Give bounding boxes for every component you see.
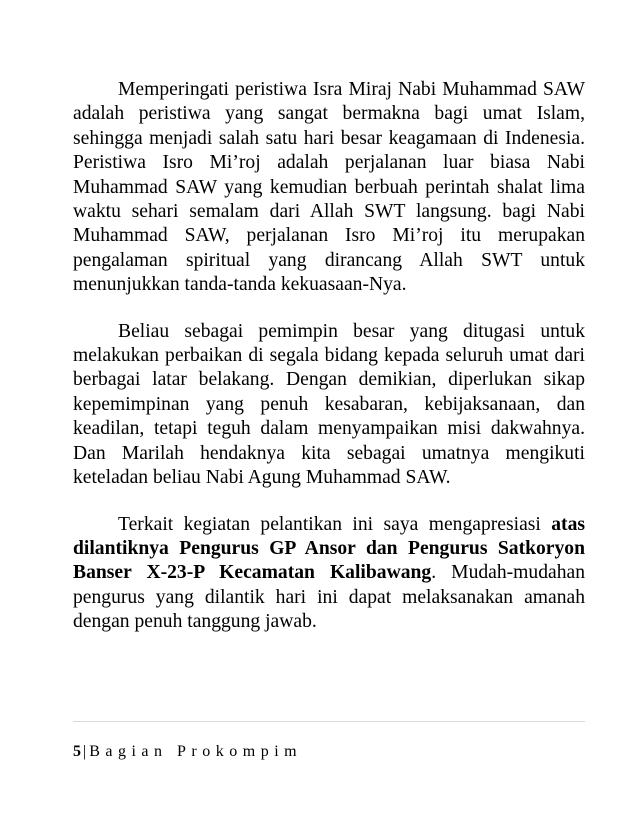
footer-separator: |	[83, 743, 87, 760]
page-number: 5	[73, 743, 81, 760]
body-text	[73, 78, 585, 635]
page-footer	[73, 742, 302, 762]
paragraph-isra-miraj: Memperingati peristiwa Isra Miraj Nabi Muhammad SAW adalah peristiwa yang sangat bermakna bagi umat Islam, sehingga menjadi salah satu hari besar keagamaan di Indenesia. Peristiwa Isro Mi’roj adalah perjalanan luar biasa Nabi Muhammad SAW yang kemudian berbuah perintah shalat lima waktu sehari semalam dari Allah SWT langsung. bagi Nabi Muhammad SAW, perjalanan Isro Mi’roj itu merupakan pengalaman spiritual yang dirancang Allah SWT untuk menunjukkan tanda-tanda kekuasaan-Nya.	[73, 79, 585, 296]
paragraph-leadership: Beliau sebagai pemimpin besar yang ditugasi untuk melakukan perbaikan di segala bidang kepada seluruh umat dari berbagai latar belakang. Dengan demikian, diperlukan sikap kepemimpinan yang penuh kesabaran, kebijaksanaan, dan keadilan, tetapi teguh dalam menyampaikan misi dakwahnya. Dan Marilah hendaknya kita sebagai umatnya mengikuti keteladan beliau Nabi Agung Muhammad SAW.	[73, 320, 585, 489]
footer-divider	[73, 721, 585, 722]
paragraph-inauguration	[73, 513, 585, 635]
inauguration-bold-text: atas dilantiknya Pengurus GP Ansor dan Pengurus Satkoryon Banser X-23-P Kecamatan Kalibawang	[73, 513, 585, 584]
inauguration-text-end: . Mudah-mudahan pengurus yang dilantik hari ini dapat melaksanakan amanah dengan penuh tanggung jawab.	[73, 562, 585, 633]
footer-section-label: Bagian Prokompim	[89, 743, 303, 760]
inauguration-text-start: Terkait kegiatan pelantikan ini saya mengapresiasi	[118, 513, 552, 535]
